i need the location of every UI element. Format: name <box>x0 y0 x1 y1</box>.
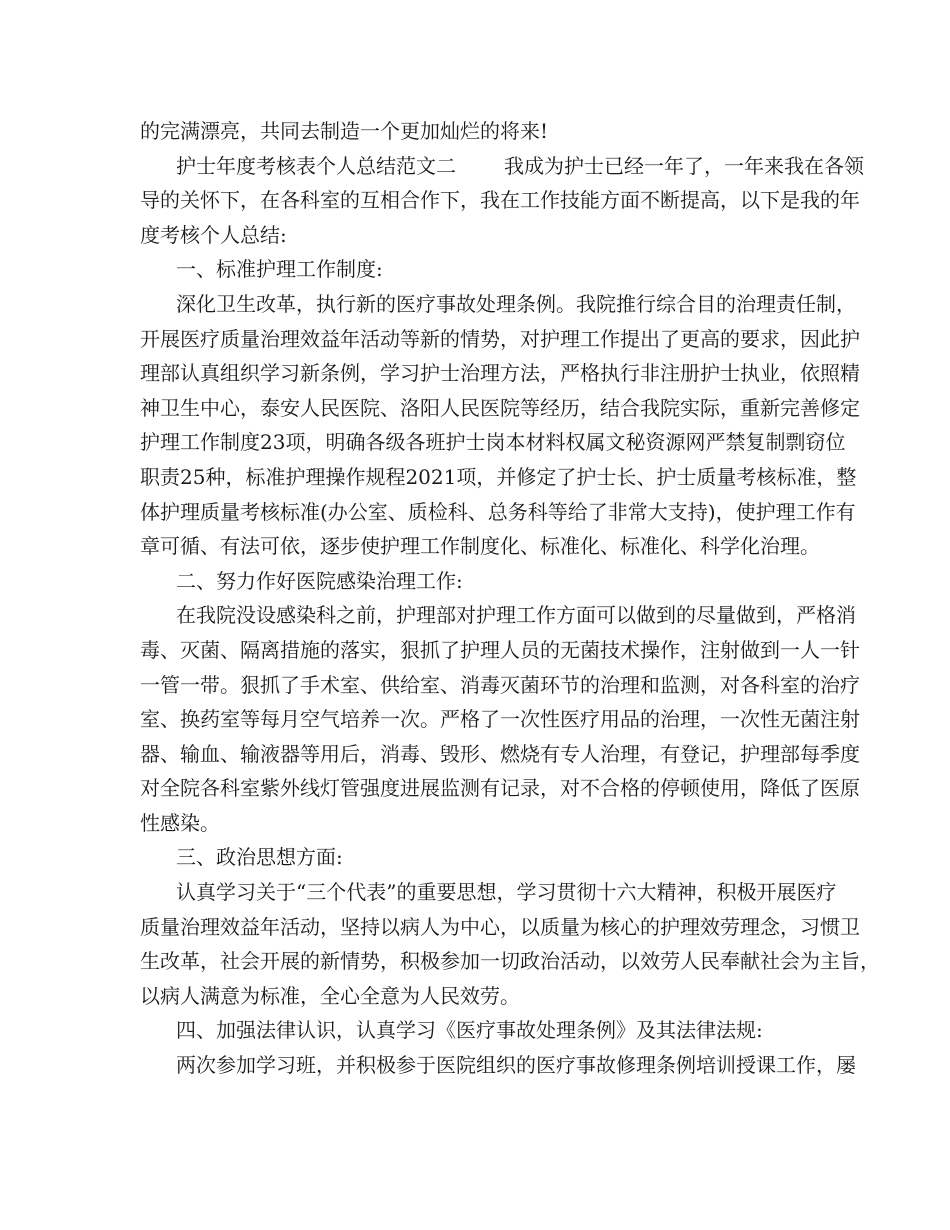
text-line: 两次参加学习班，并积极参于医院组织的医疗事故修理条例培训授课工作，屡 <box>176 1053 856 1078</box>
text-line: 性感染。 <box>140 810 220 835</box>
heading-line: 四、加强法律认识，认真学习《医疗事故处理条例》及其法律法规: <box>176 1018 763 1043</box>
text-line: 职责25种，标准护理操作规程2021项，并修定了护士长、护士质量考核标准，整 <box>140 464 857 489</box>
text-line: 度考核个人总结: <box>140 222 287 247</box>
paragraph-start: 我成为护士已经一年了，一年来我在各领 <box>504 153 864 178</box>
text-line: 章可循、有法可依，逐步使护理工作制度化、标准化、标准化、科学化治理。 <box>140 534 820 559</box>
text-line: 室、换药室等每月空气培养一次。严格了一次性医疗用品的治理，一次性无菌注射 <box>140 707 860 732</box>
text-line: 器、输血、输液器等用后，消毒、毁形、燃烧有专人治理，有登记，护理部每季度 <box>140 741 860 766</box>
heading-line: 二、努力作好医院感染治理工作: <box>176 568 463 593</box>
text-line: 认真学习关于“三个代表”的重要思想，学习贯彻十六大精神，积极开展医疗 <box>176 880 837 905</box>
text-line: 理部认真组织学习新条例，学习护士治理方法，严格执行非注册护士执业，依照精 <box>140 361 860 386</box>
text-line: 毒、灭菌、隔离措施的落实，狠抓了护理人员的无菌技术操作，注射做到一人一针 <box>140 637 860 662</box>
section-title: 护士年度考核表个人总结范文二 <box>176 153 456 178</box>
text-line: 体护理质量考核标准(办公室、质检科、总务科等给了非常大支持)，使护理工作有 <box>140 499 856 524</box>
text-line: 的完满漂亮，共同去制造一个更加灿烂的将来! <box>140 119 549 143</box>
text-line: 一管一带。狠抓了手术室、供给室、消毒灭菌环节的治理和监测，对各科室的治疗 <box>140 672 860 697</box>
text-line: 质量治理效益年活动，坚持以病人为中心，以质量为核心的护理效劳理念，习惯卫 <box>140 914 860 939</box>
text-line: 护理工作制度23项，明确各级各班护士岗本材料权属文秘资源网严禁复制剽窃位 <box>140 430 846 455</box>
heading-line: 三、政治思想方面: <box>176 845 343 870</box>
heading-line: 一、标准护理工作制度: <box>176 257 383 282</box>
text-line: 导的关怀下，在各科室的互相合作下，我在工作技能方面不断提高，以下是我的年 <box>140 188 860 213</box>
text-line: 深化卫生改革，执行新的医疗事故处理条例。我院推行综合目的治理责任制， <box>176 291 856 316</box>
text-line: 生改革，社会开展的新情势，积极参加一切政治活动，以效劳人民奉献社会为主旨， <box>140 949 880 974</box>
text-line: 以病人满意为标准，全心全意为人民效劳。 <box>140 983 520 1008</box>
section-title-line <box>140 149 864 184</box>
text-line: 在我院没设感染科之前，护理部对护理工作方面可以做到的尽量做到，严格消 <box>176 603 856 628</box>
document-body <box>140 114 880 1083</box>
text-line: 开展医疗质量治理效益年活动等新的情势，对护理工作提出了更高的要求，因此护 <box>140 326 860 351</box>
text-line: 对全院各科室紫外线灯管强度进展监测有记录，对不合格的停顿使用，降低了医原 <box>140 776 860 801</box>
text-line: 神卫生中心，泰安人民医院、洛阳人民医院等经历，结合我院实际，重新完善修定 <box>140 395 860 420</box>
